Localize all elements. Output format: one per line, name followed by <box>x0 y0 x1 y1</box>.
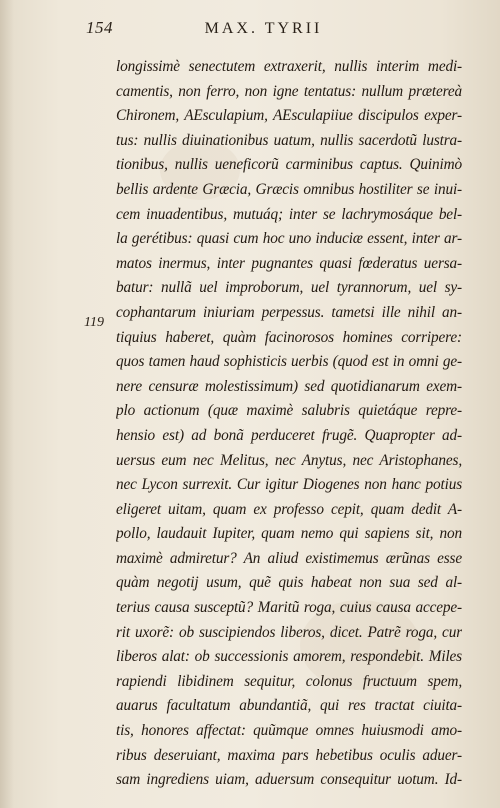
text-line: rit uxorẽ: ob suscipiendos liberos, dicet. Patrẽ roga, cur <box>116 623 462 641</box>
text-line: Chironem, AEsculapium, AEsculapiiue discipulos exper- <box>116 107 462 125</box>
text-line: quos tamen haud sophisticis uerbis (quod est in omni ge- <box>116 353 462 371</box>
text-line: cophantarum iniuriam perpessus. tametsi ille nihil an- <box>116 303 462 321</box>
text-line: tus: nullis diuinationibus uatum, nullis sacerdotũ lustra- <box>116 131 462 149</box>
text-line: nere censuræ molestissimum) sed quotidianarum exem- <box>116 377 462 395</box>
text-line: terius causa susceptũ? Maritũ roga, cuius causa accepe- <box>116 599 462 617</box>
text-line: matos inermus, inter pugnantes quasi fœderatus uersa- <box>116 254 462 272</box>
text-line: maximè admiretur? An aliud existimemus ærũnas esse <box>116 549 462 567</box>
page-header <box>86 18 454 44</box>
text-line: tiquius haberet, quàm facinorosos homines corripere: <box>116 328 462 346</box>
text-line: tis, honores affectat: quũmque omnes huiusmodi amo- <box>116 722 462 740</box>
text-line: tionibus, nullis ueneficorũ carminibus captus. Quinimò <box>116 156 462 174</box>
text-line: sam ingrediens uiam, aduersum consequitur uotum. Id- <box>116 771 462 789</box>
page-number: 154 <box>86 18 113 37</box>
text-line: bellis ardente Græcia, Græcis omnibus hostiliter se inui- <box>116 180 462 198</box>
text-line: longissimè senectutem extraxerit, nullis interim medi- <box>116 58 462 75</box>
text-line: quàm negotij usum, quẽ quis habeat non sua sed al- <box>116 574 462 592</box>
gutter-shadow <box>0 0 14 808</box>
text-line: batur: nullã uel improborum, uel tyrannorum, uel sy- <box>116 279 462 297</box>
text-line: camentis, non ferro, non igne tentatus: nullum prætereà <box>116 82 462 100</box>
text-line: cem inuadentibus, mutuáq; inter se lachrymosáque bel- <box>116 205 462 223</box>
text-line: hensio est) ad bonã perduceret frugẽ. Quapropter ad- <box>116 426 462 444</box>
body-text <box>116 55 462 793</box>
text-line: rapiendi libidinem sequitur, colonus fructuum spem, <box>116 672 462 690</box>
margin-section-number: 119 <box>84 315 104 330</box>
text-line: la gerétibus: quasi cum hoc uno induciæ essent, inter ar- <box>116 230 462 248</box>
text-line: plo actionum (quæ maximè salubris quietáque repre- <box>116 402 462 420</box>
text-line: uersus eum nec Melitus, nec Anytus, nec Aristophanes, <box>116 451 462 469</box>
text-line: ribus deseruiant, maxima pars hebetibus oculis aduer- <box>116 746 462 764</box>
running-head: MAX. TYRII <box>204 20 323 37</box>
text-line: pollo, laudauit Iupiter, quam nemo qui sapiens sit, non <box>116 525 462 543</box>
text-line: liberos alat: ob successionis amorem, respondebit. Miles <box>116 648 462 666</box>
text-line: auarus facultatum abundantiã, qui res tractat ciuita- <box>116 697 462 715</box>
text-line: eligeret uitam, quam ex professo cepit, quam dedit A- <box>116 500 462 518</box>
text-line: nec Lycon surrexit. Cur igitur Diogenes non hanc potius <box>116 476 462 494</box>
